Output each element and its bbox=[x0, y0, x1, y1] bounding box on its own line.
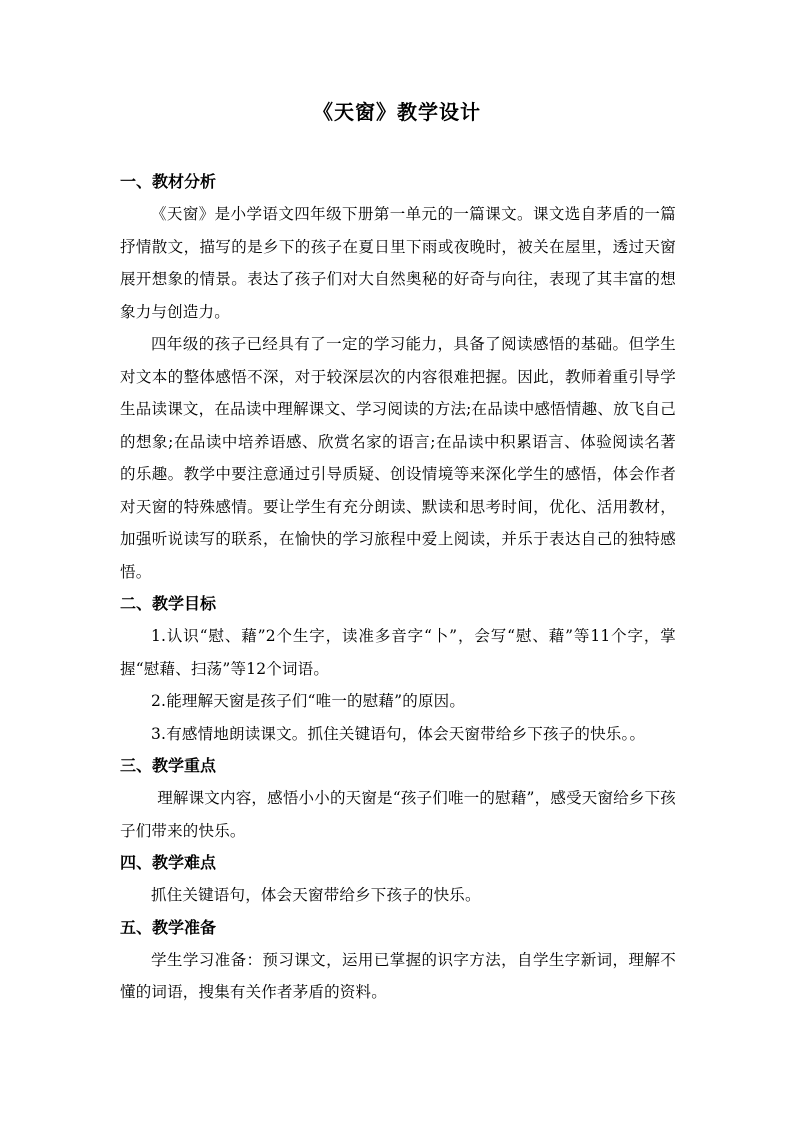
paragraph: 3.有感情地朗读课文。抓住关键语句，体会天窗带给乡下孩子的快乐。。 bbox=[151, 724, 646, 743]
paragraph: 理解课文内容，感悟小小的天窗是“孩子们唯一的慰藉”，感受天窗给乡下孩子们带来的快乐。 bbox=[120, 789, 676, 840]
section-difficulties bbox=[120, 847, 676, 912]
paragraph: 2.能理解天窗是孩子们“唯一的慰藉”的原因。 bbox=[151, 692, 466, 710]
paragraph: 抓住关键语句，体会天窗带给乡下孩子的快乐。 bbox=[151, 886, 481, 904]
section-heading: 四、教学难点 bbox=[120, 853, 217, 872]
section-heading: 三、教学重点 bbox=[120, 756, 217, 775]
document-body bbox=[120, 166, 676, 1009]
section-heading: 二、教学目标 bbox=[120, 594, 217, 613]
paragraph: 四年级的孩子已经具有了一定的学习能力，具备了阅读感悟的基础。但学生对文本的整体感悟不深，对于较深层次的内容很难把握。因此，教师着重引导学生品读课文，在品读中理解课文、学习阅读的方法;在品读中感悟情趣、放飞自己的想象;在品读中培养语感、欣赏名家的语言;在品读中积累语言、体验阅读名著的乐趣。教学中要注意通过引导质疑、创设情境等来深化学生的感悟，体会作者对天窗的特殊感情。要让学生有充分朗读、默读和思考时间，优化、活用教材，加强听说读写的联系，在愉快的学习旅程中爱上阅读，并乐于表达自己的独特感悟。 bbox=[120, 335, 676, 581]
paragraph: 学生学习准备：预习课文，运用已掌握的识字方法，自学生字新词，理解不懂的词语，搜集有关作者茅盾的资料。 bbox=[120, 950, 676, 1001]
paragraph: 《天窗》是小学语文四年级下册第一单元的一篇课文。课文选自茅盾的一篇抒情散文，描写的是乡下的孩子在夏日里下雨或夜晚时，被关在屋里，透过天窗展开想象的情景。表达了孩子们对大自然奥秘的好奇与向往，表现了其丰富的想象力与创造力。 bbox=[120, 205, 676, 321]
section-preparation bbox=[120, 912, 676, 1009]
document-title: 《天窗》教学设计 bbox=[313, 100, 481, 124]
section-heading: 一、教材分析 bbox=[120, 172, 217, 191]
section-textbook-analysis bbox=[120, 166, 676, 588]
section-heading: 五、教学准备 bbox=[120, 917, 217, 937]
paragraph: 1.认识“慰、藉”2个生字，读准多音字“卜”，会写“慰、藉”等11个字，掌握“慰藉、扫荡”等12个词语。 bbox=[120, 627, 676, 678]
section-key-points bbox=[120, 750, 676, 847]
section-teaching-goals bbox=[120, 588, 676, 750]
